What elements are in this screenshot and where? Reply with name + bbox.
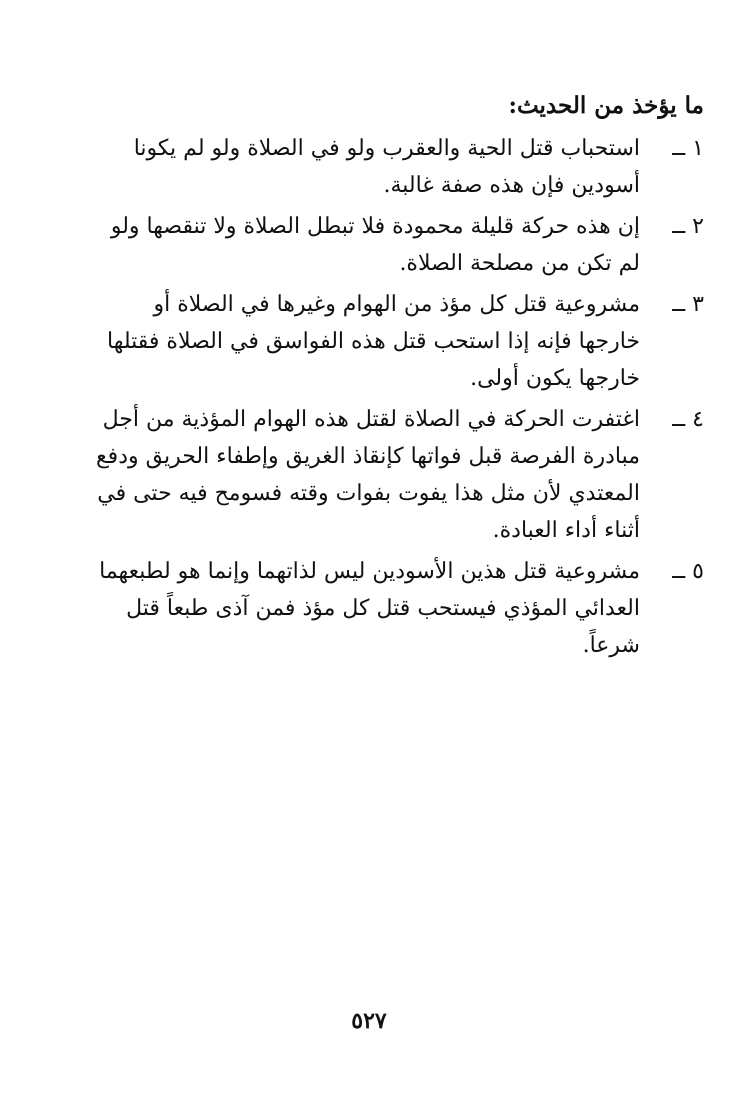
list-item: [90, 286, 704, 397]
page-number: ٥٢٧: [351, 1008, 387, 1034]
item-text: إن هذه حركة قليلة محمودة فلا تبطل الصلاة ولا تنقصها ولو لم تكن من مصلحة الصلاة.: [110, 214, 640, 276]
list-item: [90, 401, 704, 549]
item-text: مشروعية قتل كل مؤذ من الهوام وغيرها في الصلاة أو خارجها فإنه إذا استحب قتل هذه الفواسق في الصلاة فقتلها خارجها يكون أولى.: [107, 292, 640, 391]
item-number: ٥ ــ: [672, 559, 704, 584]
item-text: مشروعية قتل هذين الأسودين ليس لذاتهما وإنما هو لطبعهما العدائي المؤذي فيستحب قتل كل مؤذ فمن آذى طبعاً قتل شرعاً.: [99, 559, 640, 658]
item-number: ٣ ــ: [672, 292, 704, 317]
item-text: استحباب قتل الحية والعقرب ولو في الصلاة ولو لم يكونا أسودين فإن هذه صفة غالبة.: [133, 136, 640, 198]
item-number: ٢ ــ: [672, 214, 704, 239]
list-item: [90, 130, 704, 204]
page-content: [90, 86, 704, 668]
list-item: [90, 208, 704, 282]
item-number: ١ ــ: [672, 136, 704, 161]
item-number: ٤ ــ: [672, 407, 704, 432]
list-item: [90, 553, 704, 664]
item-text: اغتفرت الحركة في الصلاة لقتل هذه الهوام المؤذية من أجل مبادرة الفرصة قبل فواتها كإنقاذ الغريق وإطفاء الحريق ودفع المعتدي لأن مثل هذا يفوت بفوات وقته فسومح فيه حتى في أثناء أداء العبادة.: [95, 407, 640, 543]
section-heading: ما يؤخذ من الحديث:: [508, 92, 704, 119]
